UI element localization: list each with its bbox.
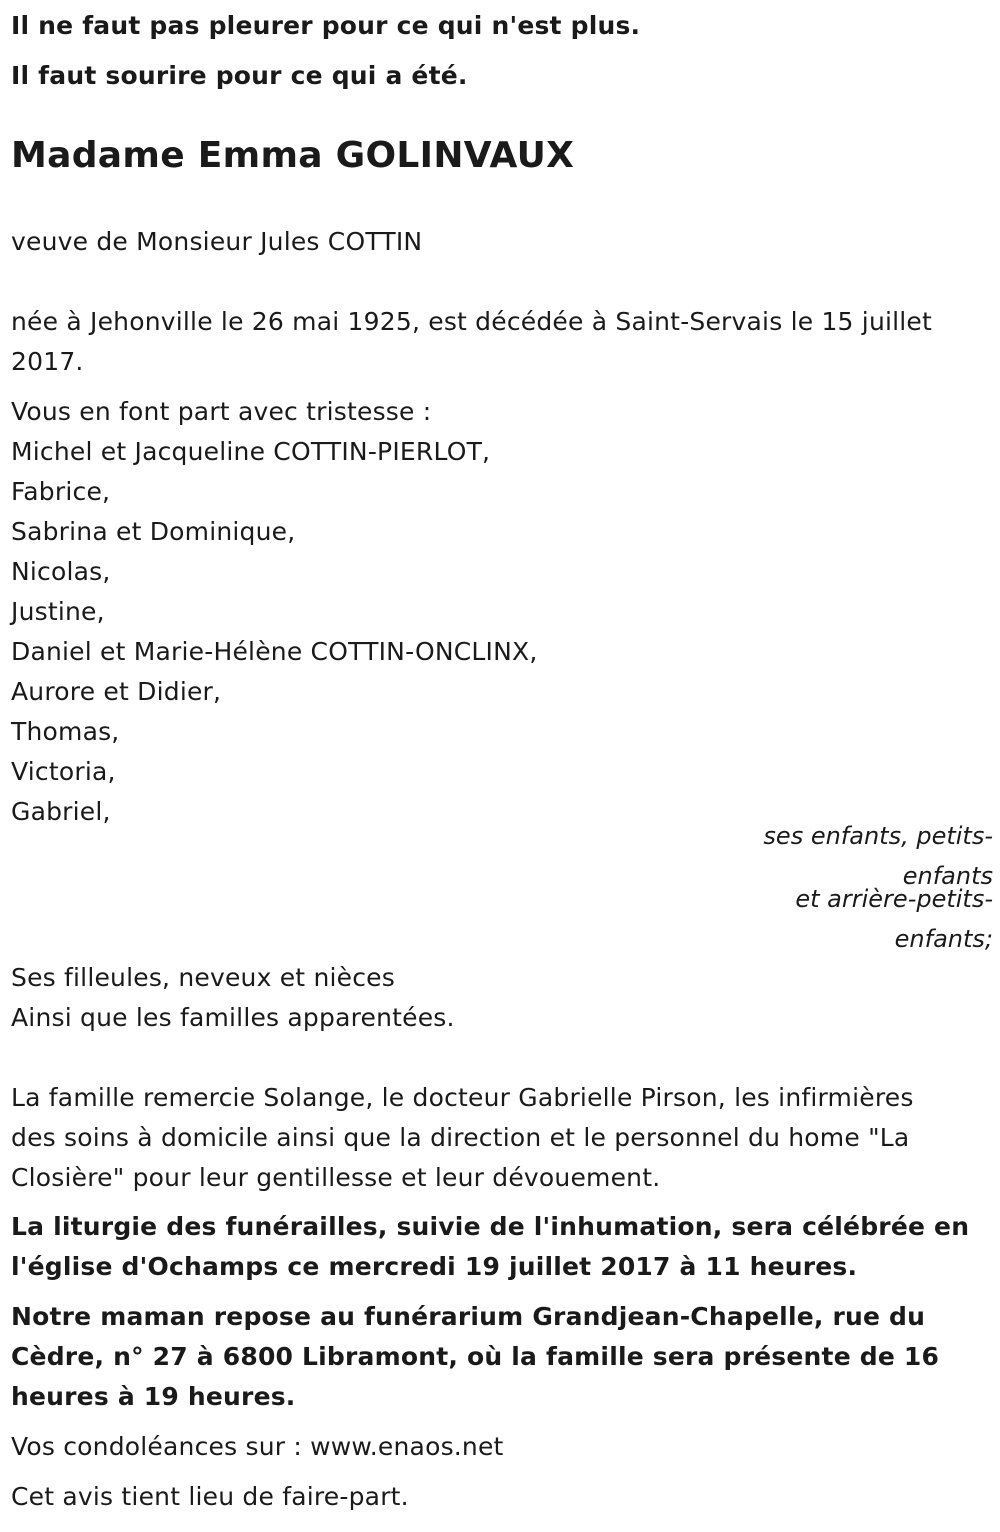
visitation-line-2: Cèdre, n° 27 à 6800 Libramont, où la famille sera présente de 16: [11, 1342, 940, 1371]
deceased-name: Madame Emma GOLINVAUX: [11, 135, 575, 176]
family-member: Sabrina et Dominique,: [11, 517, 296, 546]
family-member: Justine,: [11, 597, 105, 626]
quote-line-1: Il ne faut pas pleurer pour ce qui n'est plus.: [11, 11, 641, 40]
relation-line-2: enfants: [902, 862, 993, 890]
announcement-intro: Vous en font part avec tristesse :: [11, 397, 432, 426]
funeral-line-2: l'église d'Ochamps ce mercredi 19 juillet 2017 à 11 heures.: [11, 1252, 858, 1281]
thanks-line-1: La famille remercie Solange, le docteur Gabrielle Pirson, les infirmières: [11, 1083, 914, 1112]
thanks-line-3: Closière" pour leur gentillesse et leur dévouement.: [11, 1163, 661, 1192]
others-line-1: Ses filleules, neveux et nièces: [11, 963, 395, 992]
relation-line-3: et arrière-petits-: [795, 885, 993, 913]
visitation-line-3: heures à 19 heures.: [11, 1382, 296, 1411]
family-member: Gabriel,: [11, 797, 111, 826]
relation-line-4: enfants;: [894, 925, 993, 953]
funeral-line-1: La liturgie des funérailles, suivie de l'inhumation, sera célébrée en: [11, 1212, 970, 1241]
widow-of-line: veuve de Monsieur Jules COTTIN: [11, 227, 423, 256]
family-member: Aurore et Didier,: [11, 677, 222, 706]
others-line-2: Ainsi que les familles apparentées.: [11, 1003, 455, 1032]
closing-line: Cet avis tient lieu de faire-part.: [11, 1482, 409, 1511]
family-member: Nicolas,: [11, 557, 111, 586]
visitation-line-1: Notre maman repose au funérarium Grandjean-Chapelle, rue du: [11, 1302, 926, 1331]
relation-line-1: ses enfants, petits-: [763, 822, 993, 850]
family-member: Fabrice,: [11, 477, 111, 506]
thanks-line-2: des soins à domicile ainsi que la direction et le personnel du home "La: [11, 1123, 910, 1152]
quote-line-2: Il faut sourire pour ce qui a été.: [11, 61, 468, 90]
condolences-line: Vos condoléances sur : www.enaos.net: [11, 1432, 504, 1461]
family-member: Victoria,: [11, 757, 116, 786]
birth-death-line-1: née à Jehonville le 26 mai 1925, est décédée à Saint-Servais le 15 juillet: [11, 307, 933, 336]
birth-death-line-2: 2017.: [11, 347, 84, 376]
family-member: Thomas,: [11, 717, 120, 746]
family-member: Daniel et Marie-Hélène COTTIN-ONCLINX,: [11, 637, 538, 666]
family-member: Michel et Jacqueline COTTIN-PIERLOT,: [11, 437, 491, 466]
